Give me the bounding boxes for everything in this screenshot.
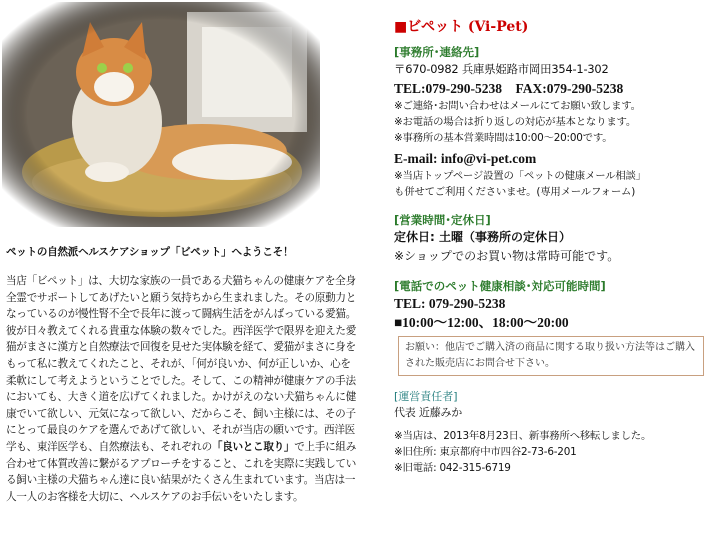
- office-heading: [事務所･連絡先]: [394, 45, 480, 59]
- hours-heading: [営業時間･定休日]: [394, 213, 491, 227]
- cat-photo-frame: [2, 2, 320, 227]
- holiday-text: 定休日: 土曜（事務所の定休日）: [394, 230, 571, 244]
- address: 〒670-0982 兵庫県姫路市岡田354-1-302: [394, 62, 609, 76]
- email[interactable]: E-mail: info@vi-pet.com: [394, 151, 537, 166]
- tel-fax: TEL:079-290-5238 FAX:079-290-5238: [394, 81, 624, 96]
- manager: 代表 近藤みか: [394, 406, 463, 419]
- note-mail: ※ご連絡･お問い合わせはメールにてお願い致します。: [394, 100, 641, 112]
- left-column: [6, 244, 358, 505]
- welcome-heading: ペットの自然派ヘルスケアショップ「ビペット」へようこそ！: [6, 246, 294, 258]
- intro-part1: 当店「ビペット」は、大切な家族の一員である犬猫ちゃんの健康ケアを全身全霊でサポートしてあげたいと願う気持ちから生まれました。その原動力となっているのが慢性腎不全で長年に渡って闘病生活をがんばっている愛猫。彼が日々教えてくれる貴重な体験の数々でした。西洋医学で限界を迎えた愛猫がまさに漢方と自然療法で回復を見せた実体験を経て、愛猫がまさに身をもって私に教えてくれたこと、それが、「何が良いか、何が正しいか、心を柔軟にして考えようということでした。そして、この精神が健康ケアの手法においても、大きく道を広げてくれました。かけがえのない犬猫ちゃんに健康でいて欲しい、元気になって欲しい、だからこそ、飼い主様には、その子にとって最良のケアを選んであげて欲しい、それが当店の願いです。西洋医学も、東洋医学も、自然療法も、それぞれの: [6, 275, 356, 453]
- move-note: ※当店は、2013年8月23日、新事務所へ移転しました。: [394, 430, 652, 442]
- manager-heading: [運営責任者]: [394, 390, 458, 403]
- cat-photo: [2, 2, 320, 227]
- note-phone: ※お電話の場合は折り返しの対応が基本となります。: [394, 116, 637, 128]
- shop-name: ■ビペット (Vi-Pet): [394, 19, 529, 35]
- phone-hours: ■10:00～12:00、18:00～20:00: [394, 315, 569, 330]
- note-hours: ※事務所の基本営業時間は10:00～20:00です。: [394, 132, 613, 144]
- shop-always: ※ショップでのお買い物は常時可能です。: [394, 249, 620, 263]
- old-phone: ※旧電話: 042-315-6719: [394, 462, 511, 474]
- old-address: ※旧住所: 東京都府中市四谷2-73-6-201: [394, 446, 577, 458]
- intro-bold: 「良いとこ取り」: [211, 440, 295, 453]
- intro-text: [6, 273, 358, 505]
- phone-tel: TEL: 079-290-5238: [394, 296, 506, 311]
- phone-heading: [電話でのペット健康相談･対応可能時間]: [394, 279, 606, 293]
- notice-box: お願い：他店でご購入済の商品に関する取り扱い方法等はご購入された販売店にお問合せ下さい。: [398, 336, 704, 376]
- holiday: [394, 228, 714, 247]
- note-form1: ※当店トップページ設置の「ペットの健康メール相談」: [394, 170, 646, 182]
- right-column: [394, 16, 714, 476]
- intro-part2: で上手に組み合わせて体質改善に繋がるアプローチをすること、これを実際に実践している飼い主様の犬猫ちゃん達に良い結果がたくさん生まれています。当店は一人一人のお客様を大切に、ヘルスケアのお手伝いをいたします。: [6, 440, 356, 503]
- note-form2: も併せてご利用くださいませ。(専用メールフォーム): [394, 186, 636, 198]
